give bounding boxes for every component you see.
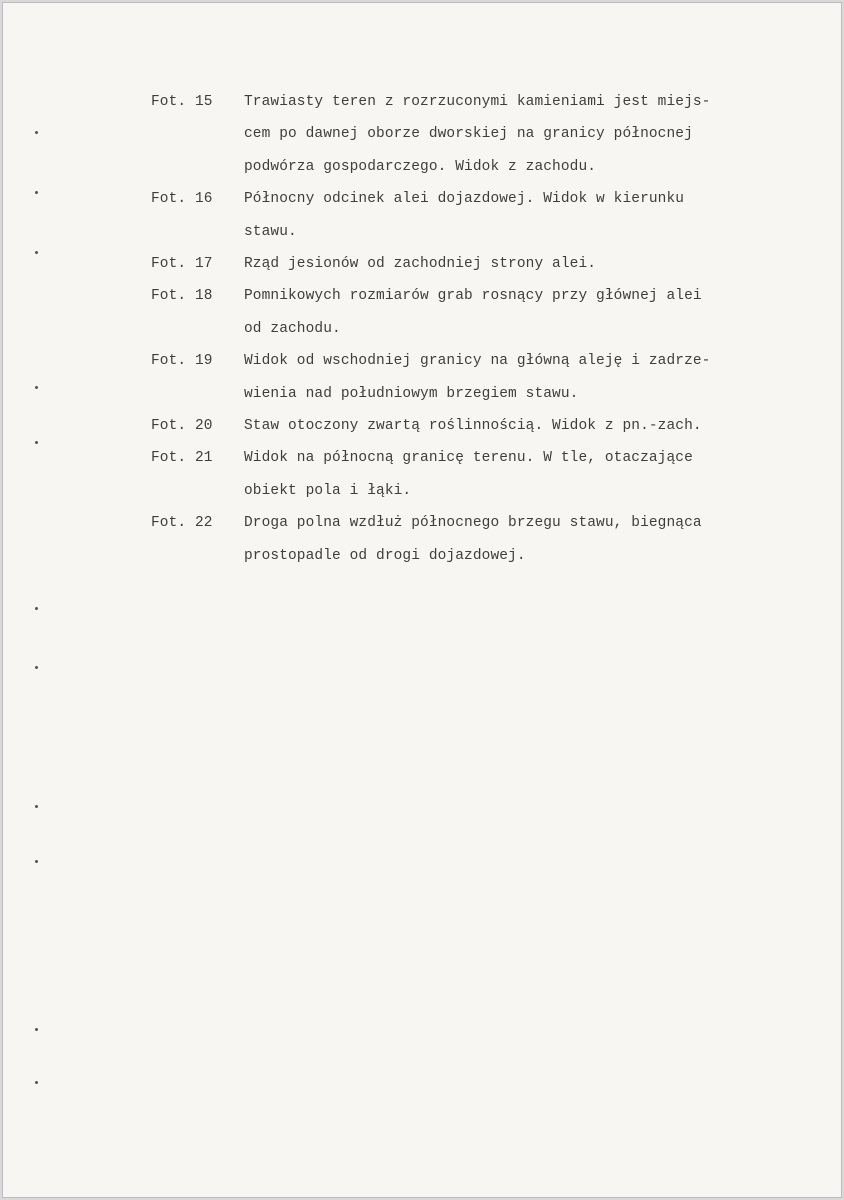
caption-line: Trawiasty teren z rozrzuconymi kamieniami jest miejs- xyxy=(244,94,711,110)
caption-line: Rząd jesionów od zachodniej strony alei. xyxy=(244,256,597,273)
caption-line: podwórza gospodarczego. Widok z zachodu. xyxy=(244,158,597,175)
scan-speck xyxy=(35,191,38,194)
caption-entry xyxy=(151,345,801,410)
caption-text xyxy=(244,280,801,345)
caption-line: Widok na północną granicę terenu. W tle, otaczające xyxy=(244,450,693,467)
caption-text xyxy=(244,183,801,248)
caption-line: Staw otoczony zwartą roślinnością. Widok z pn.-zach. xyxy=(244,418,702,435)
caption-line: prostopadle od drogi dojazdowej. xyxy=(244,547,526,564)
scan-speck xyxy=(35,131,38,134)
caption-line: Droga polna wzdłuż północnego brzegu stawu, biegnąca xyxy=(244,515,702,532)
caption-text xyxy=(244,345,801,410)
caption-line: obiekt pola i łąki. xyxy=(244,482,412,499)
photo-number: Fot. 21 xyxy=(151,450,213,467)
scan-speck xyxy=(35,386,38,389)
caption-line: od zachodu. xyxy=(244,320,341,337)
caption-line: Widok od wschodniej granicy na główną aleję i zadrze- xyxy=(244,353,711,370)
caption-line: stawu. xyxy=(244,223,297,240)
caption-line: Północny odcinek alei dojazdowej. Widok w kierunku xyxy=(244,191,685,208)
photo-number: Fot. 19 xyxy=(151,353,213,370)
caption-entry xyxy=(151,507,801,572)
caption-text xyxy=(244,410,801,442)
caption-entry xyxy=(151,86,801,183)
caption-line: wienia nad południowym brzegiem stawu. xyxy=(244,385,579,402)
photo-number: Fot. 22 xyxy=(151,515,213,532)
scan-speck xyxy=(35,251,38,254)
scan-speck xyxy=(35,1028,38,1031)
photo-caption-list xyxy=(151,86,801,572)
photo-number: Fot. 15 xyxy=(151,94,213,110)
caption-entry xyxy=(151,410,801,442)
caption-text xyxy=(244,248,801,280)
caption-line: Pomnikowych rozmiarów grab rosnący przy głównej alei xyxy=(244,288,702,305)
caption-line: cem po dawnej oborze dworskiej na granicy północnej xyxy=(244,126,693,143)
caption-text xyxy=(244,442,801,507)
scan-speck xyxy=(35,441,38,444)
document-page xyxy=(2,2,842,1198)
photo-number: Fot. 17 xyxy=(151,256,213,273)
scan-speck xyxy=(35,1081,38,1084)
caption-text xyxy=(244,507,801,572)
photo-number: Fot. 20 xyxy=(151,418,213,435)
caption-entry xyxy=(151,183,801,248)
scan-speck xyxy=(35,607,38,610)
photo-number: Fot. 18 xyxy=(151,288,213,305)
scan-speck xyxy=(35,860,38,863)
caption-entry xyxy=(151,442,801,507)
caption-entry xyxy=(151,280,801,345)
caption-text xyxy=(244,86,801,183)
scan-speck xyxy=(35,666,38,669)
scan-speck xyxy=(35,805,38,808)
photo-number: Fot. 16 xyxy=(151,191,213,208)
caption-entry xyxy=(151,248,801,280)
